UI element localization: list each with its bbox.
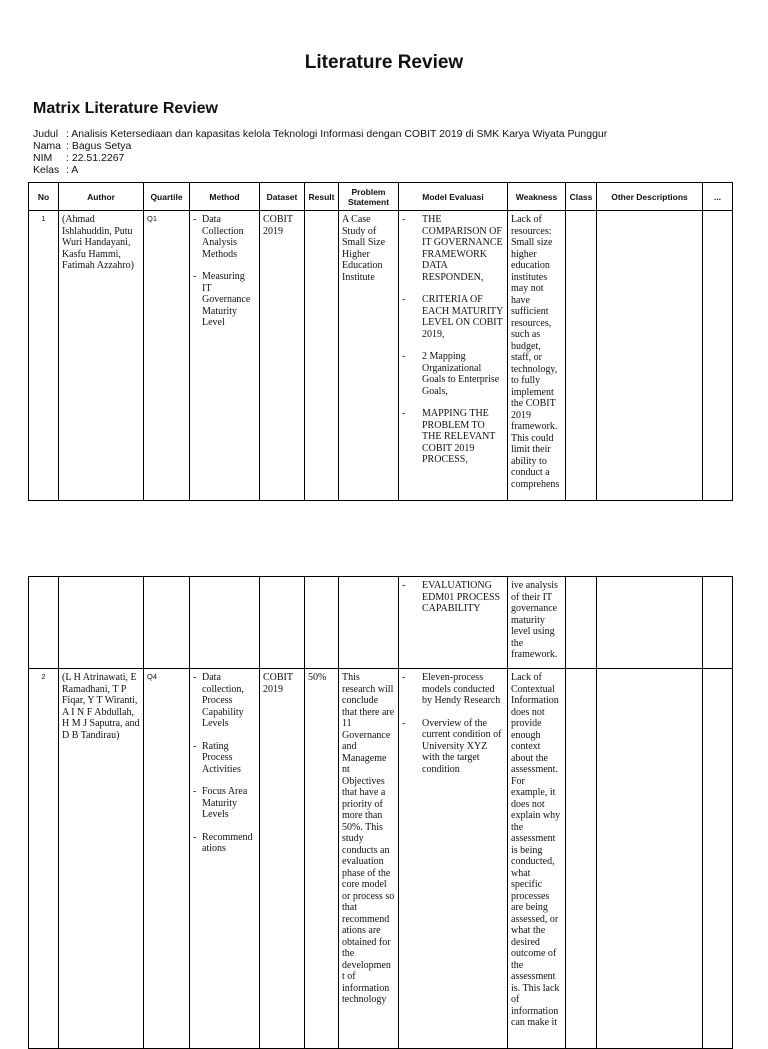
meta-judul: Judul : Analisis Ketersediaan dan kapasitas kelola Teknologi Informasi dengan COBIT 2019 di SMK Karya Wiyata Punggur bbox=[33, 128, 608, 140]
row-no: 1 bbox=[29, 211, 59, 501]
row-no: 2 bbox=[29, 669, 59, 1049]
row-more bbox=[703, 669, 733, 1049]
row-problem-statement bbox=[339, 577, 399, 669]
row-problem-statement: This research will conclude that there are 11 Governance and Manageme nt Objectives that have a priority of more than 50%. This study conducts an evaluation phase of the core model or process so that recommend ations are obtained for the developmen t of information technology bbox=[339, 669, 399, 1049]
col-class: Class bbox=[566, 183, 597, 211]
col-author: Author bbox=[59, 183, 144, 211]
method-item: - Data Collection Analysis Methods bbox=[193, 214, 256, 260]
row-quartile: Q4 bbox=[144, 669, 190, 1049]
row-other-descriptions bbox=[597, 577, 703, 669]
col-method: Method bbox=[190, 183, 260, 211]
row-result: 50% bbox=[305, 669, 339, 1049]
meta-nama: Nama : Bagus Setya bbox=[33, 140, 132, 152]
row-no bbox=[29, 577, 59, 669]
table-row bbox=[29, 211, 733, 501]
model-item: - CRITERIA OF EACH MATURITY LEVEL ON COBIT 2019, bbox=[402, 294, 504, 340]
row-more bbox=[703, 211, 733, 501]
row-method bbox=[190, 669, 260, 1049]
row-method bbox=[190, 211, 260, 501]
model-item: - Overview of the current condition of University XYZ with the target condition bbox=[402, 718, 504, 776]
row-weakness: Lack of resources: Small size higher education institutes may not have sufficient resources, such as budget, staff, or technology, to fully implement the COBIT 2019 framework. This could limit their ability to conduct a comprehens bbox=[508, 211, 566, 501]
row-more bbox=[703, 577, 733, 669]
col-quartile: Quartile bbox=[144, 183, 190, 211]
model-item: - MAPPING THE PROBLEM TO THE RELEVANT COBIT 2019 PROCESS, bbox=[402, 408, 504, 466]
table-row-continued bbox=[29, 577, 733, 669]
literature-table-page-1 bbox=[28, 182, 733, 501]
col-problem-statement: Problem Statement bbox=[339, 183, 399, 211]
method-item: - Data collection, Process Capability Levels bbox=[193, 672, 256, 730]
document-meta bbox=[33, 128, 607, 176]
col-weakness: Weakness bbox=[508, 183, 566, 211]
model-item: - 2 Mapping Organizational Goals to Enterprise Goals, bbox=[402, 351, 504, 397]
method-item: - Focus Area Maturity Levels bbox=[193, 786, 256, 821]
row-model-evaluasi bbox=[399, 577, 508, 669]
row-other-descriptions bbox=[597, 669, 703, 1049]
row-result bbox=[305, 211, 339, 501]
row-class bbox=[566, 669, 597, 1049]
row-method bbox=[190, 577, 260, 669]
model-item: - EVALUATIONG EDM01 PROCESS CAPABILITY bbox=[402, 580, 504, 615]
method-item: - Rating Process Activities bbox=[193, 741, 256, 776]
row-dataset: COBIT 2019 bbox=[260, 669, 305, 1049]
row-weakness: Lack of Contextual Information does not provide enough context about the assessment. For example, it does not explain why the assessment is being conducted, what specific processes are being assessed, or what the desired outcome of the assessment is. This lack of information can make it bbox=[508, 669, 566, 1049]
col-model-evaluasi: Model Evaluasi bbox=[399, 183, 508, 211]
col-more: ... bbox=[703, 183, 733, 211]
literature-table-page-2 bbox=[28, 576, 733, 1049]
row-problem-statement: A Case Study of Small Size Higher Education Institute bbox=[339, 211, 399, 501]
row-class bbox=[566, 211, 597, 501]
col-other-descriptions: Other Descriptions bbox=[597, 183, 703, 211]
table-row bbox=[29, 669, 733, 1049]
row-author: (L H Atrinawati, E Ramadhani, T P Fiqar, Y T Wiranti, A I N F Abdullah, H M J Saputra, and D B Tandirau) bbox=[59, 669, 144, 1049]
model-item: - THE COMPARISON OF IT GOVERNANCE FRAMEWORK DATA RESPONDEN, bbox=[402, 214, 504, 283]
row-dataset bbox=[260, 577, 305, 669]
row-model-evaluasi bbox=[399, 669, 508, 1049]
method-item: - Measuring IT Governance Maturity Level bbox=[193, 271, 256, 329]
header-row bbox=[29, 183, 733, 211]
row-author: (Ahmad Ishlahuddin, Putu Wuri Handayani, Kasfu Hammi, Fatimah Azzahro) bbox=[59, 211, 144, 501]
row-author bbox=[59, 577, 144, 669]
col-no: No bbox=[29, 183, 59, 211]
row-other-descriptions bbox=[597, 211, 703, 501]
row-result bbox=[305, 577, 339, 669]
meta-kelas: Kelas : A bbox=[33, 164, 79, 176]
row-model-evaluasi bbox=[399, 211, 508, 501]
row-quartile: Q1 bbox=[144, 211, 190, 501]
row-class bbox=[566, 577, 597, 669]
page-title: Literature Review bbox=[304, 52, 464, 73]
matrix-subtitle: Matrix Literature Review bbox=[33, 100, 218, 117]
col-dataset: Dataset bbox=[260, 183, 305, 211]
model-item: - Eleven-process models conducted by Hendy Research bbox=[402, 672, 504, 707]
col-result: Result bbox=[305, 183, 339, 211]
method-item: - Recommend ations bbox=[193, 832, 256, 855]
meta-nim: NIM : 22.51.2267 bbox=[33, 152, 125, 164]
row-quartile bbox=[144, 577, 190, 669]
row-dataset: COBIT 2019 bbox=[260, 211, 305, 501]
row-weakness: ive analysis of their IT governance maturity level using the framework. bbox=[508, 577, 566, 669]
